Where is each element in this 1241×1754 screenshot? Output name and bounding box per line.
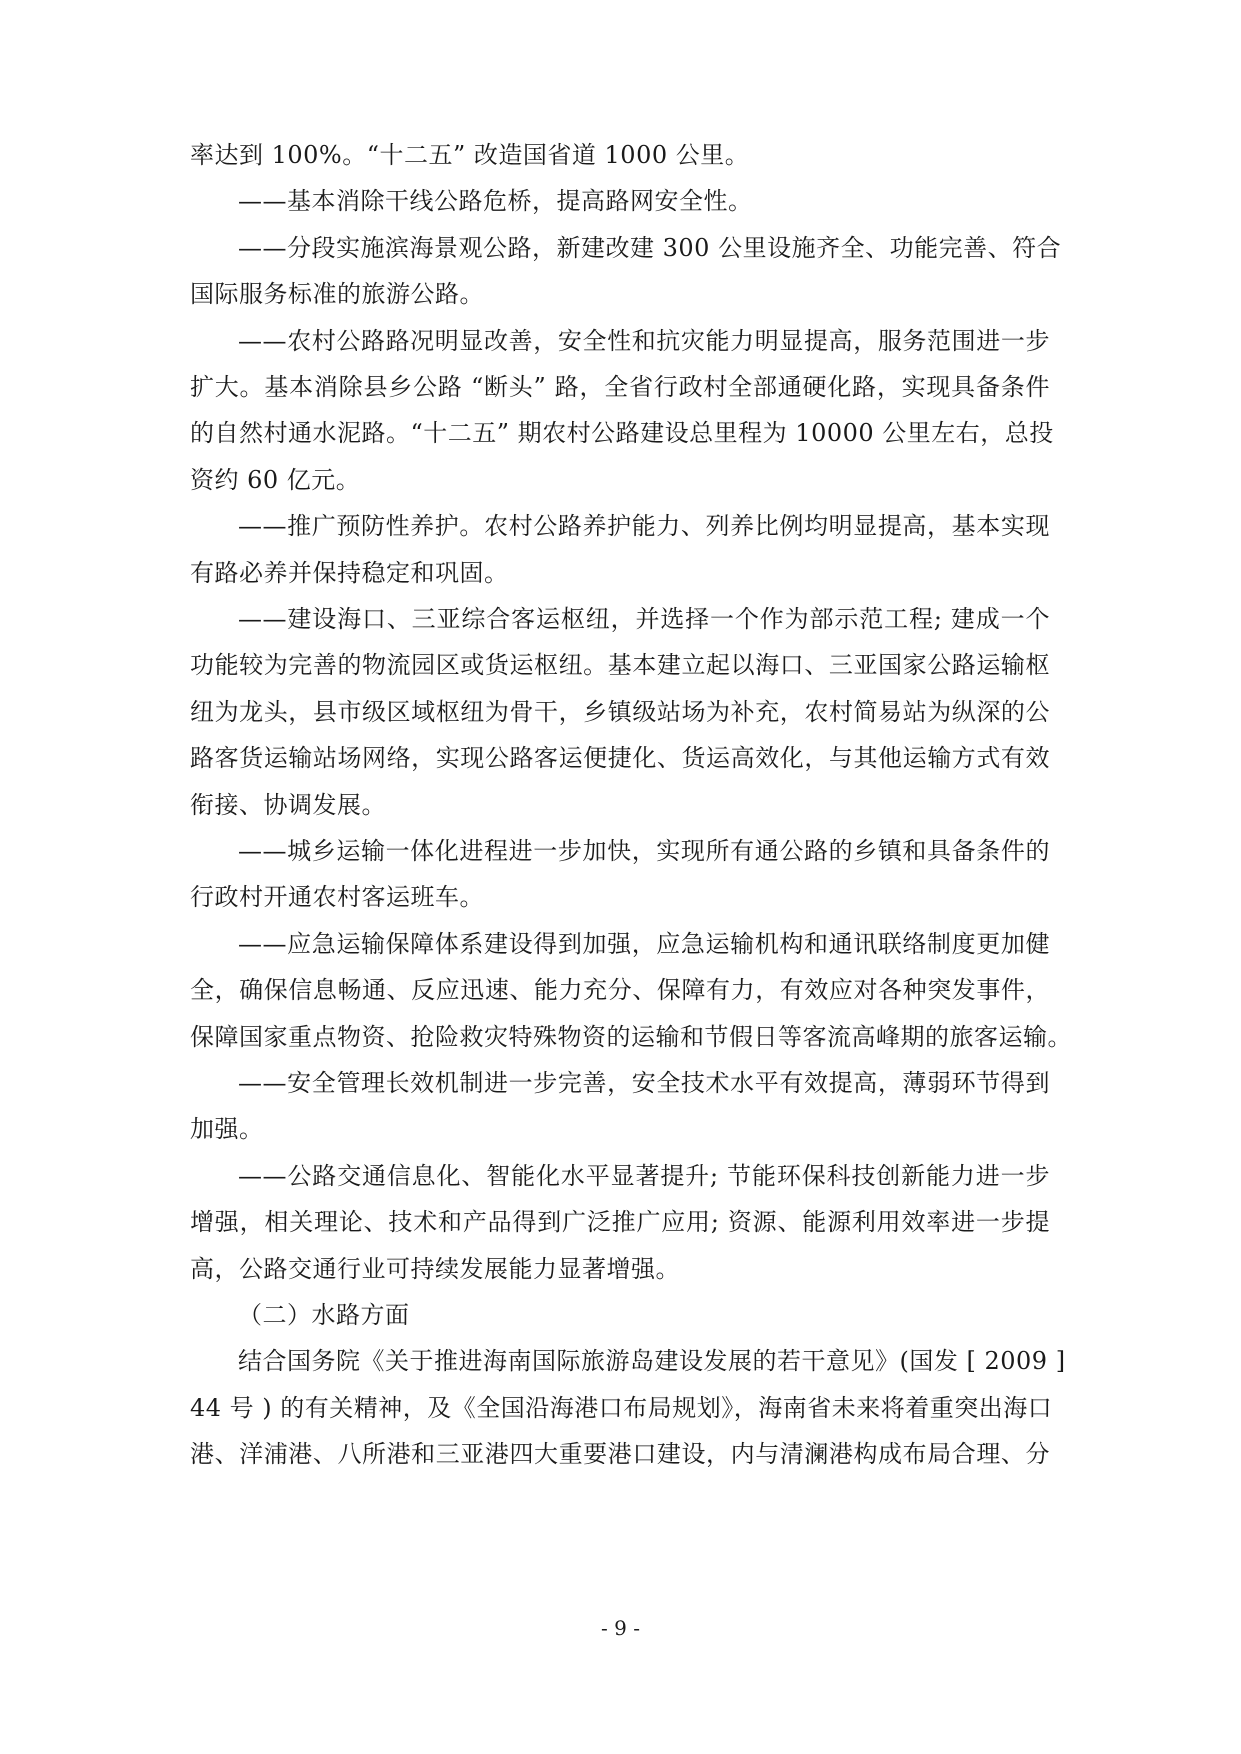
- text-line: 结合国务院《关于推进海南国际旅游岛建设发展的若干意见》(国发 [ 2009 ]: [238, 1347, 1066, 1375]
- text-line: ——基本消除干线公路危桥，提高路网安全性。: [238, 187, 753, 215]
- text-line: 国际服务标准的旅游公路。: [190, 280, 484, 308]
- section-heading: （二）水路方面: [238, 1301, 410, 1329]
- text-line: ——公路交通信息化、智能化水平显著提升; 节能环保科技创新能力进一步: [238, 1162, 1050, 1190]
- text-line: ——建设海口、三亚综合客运枢纽，并选择一个作为部示范工程; 建成一个: [238, 605, 1050, 633]
- text-line: 的自然村通水泥路。“十二五” 期农村公路建设总里程为 10000 公里左右，总投: [190, 419, 1054, 447]
- text-line: 高，公路交通行业可持续发展能力显著增强。: [190, 1255, 680, 1283]
- text-line: 全，确保信息畅通、反应迅速、能力充分、保障有力，有效应对各种突发事件，: [190, 976, 1050, 1004]
- text-line: 功能较为完善的物流园区或货运枢纽。基本建立起以海口、三亚国家公路运输枢: [190, 651, 1050, 679]
- text-line: 衔接、协调发展。: [190, 791, 386, 819]
- text-line: ——城乡运输一体化进程进一步加快，实现所有通公路的乡镇和具备条件的: [238, 837, 1050, 865]
- text-line: 行政村开通农村客运班车。: [190, 883, 484, 911]
- text-line: 港、洋浦港、八所港和三亚港四大重要港口建设，内与清澜港构成布局合理、分: [190, 1440, 1050, 1468]
- text-line: 扩大。基本消除县乡公路 “断头” 路，全省行政村全部通硬化路，实现具备条件: [190, 373, 1050, 401]
- text-line: 增强，相关理论、技术和产品得到广泛推广应用; 资源、能源利用效率进一步提: [190, 1208, 1050, 1236]
- text-line: 有路必养并保持稳定和巩固。: [190, 559, 509, 587]
- page-number: - 9 -: [601, 1616, 640, 1640]
- text-line: 路客货运输站场网络，实现公路客运便捷化、货运高效化，与其他运输方式有效: [190, 744, 1050, 772]
- text-line: 率达到 100%。“十二五” 改造国省道 1000 公里。: [190, 141, 750, 169]
- text-line: 44 号 ) 的有关精神，及《全国沿海港口布局规划》，海南省未来将着重突出海口: [190, 1394, 1053, 1422]
- text-line: ——农村公路路况明显改善，安全性和抗灾能力明显提高，服务范围进一步: [238, 327, 1050, 355]
- text-line: ——应急运输保障体系建设得到加强，应急运输机构和通讯联络制度更加健: [238, 930, 1050, 958]
- text-line: 加强。: [190, 1115, 264, 1143]
- text-line: 保障国家重点物资、抢险救灾特殊物资的运输和节假日等客流高峰期的旅客运输。: [190, 1023, 1072, 1051]
- text-line: ——安全管理长效机制进一步完善，安全技术水平有效提高，薄弱环节得到: [238, 1069, 1050, 1097]
- text-line: ——推广预防性养护。农村公路养护能力、列养比例均明显提高，基本实现: [238, 512, 1050, 540]
- text-line: ——分段实施滨海景观公路，新建改建 300 公里设施齐全、功能完善、符合: [238, 234, 1062, 262]
- text-line: 纽为龙头，县市级区域枢纽为骨干，乡镇级站场为补充，农村简易站为纵深的公: [190, 698, 1050, 726]
- text-line: 资约 60 亿元。: [190, 466, 361, 494]
